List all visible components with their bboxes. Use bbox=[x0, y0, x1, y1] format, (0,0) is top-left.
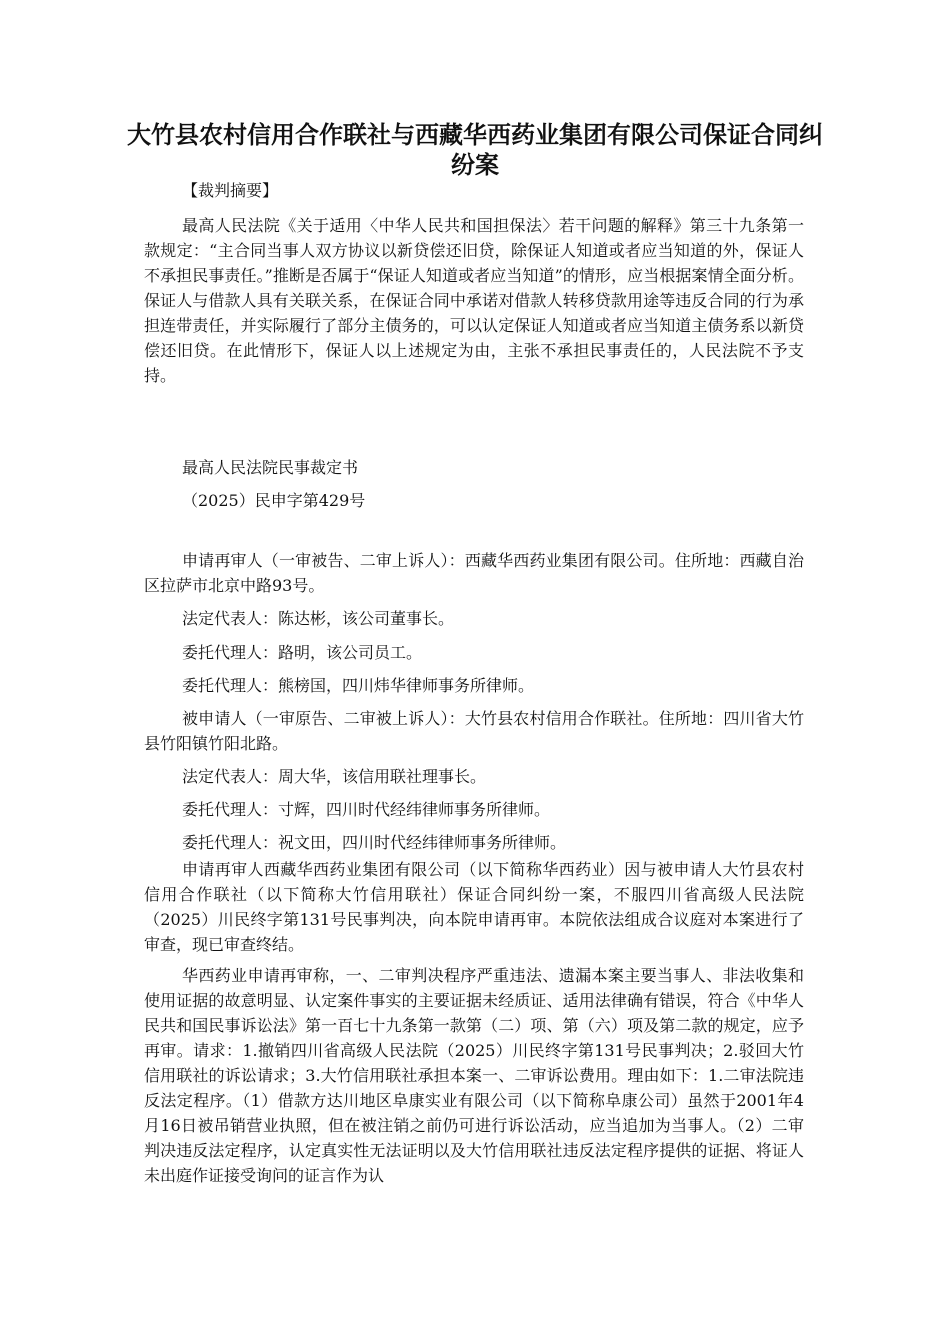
party-legal-rep: 法定代表人：陈达彬，该公司董事长。 bbox=[182, 609, 455, 628]
summary-heading: 【裁判摘要】 bbox=[182, 181, 279, 200]
case-number: （2025）民申字第429号 bbox=[182, 491, 366, 510]
party-respondent: 被申请人（一审原告、二审被上诉人）：大竹县农村信用合作联社。住所地：四川省大竹县竹阳镇竹阳北路。 bbox=[144, 709, 804, 753]
intro-paragraph: 申请再审人西藏华西药业集团有限公司（以下简称华西药业）因与被申请人大竹县农村信用合作联社（以下简称大竹信用联社）保证合同纠纷一案，不服四川省高级人民法院（2025）川民终字第131号民事判决，向本院申请再审。本院依法组成合议庭对本案进行了审查，现已审查终结。 bbox=[144, 860, 804, 954]
document-title: 大竹县农村信用合作联社与西藏华西药业集团有限公司保证合同纠纷案 bbox=[127, 121, 823, 179]
party-agent: 委托代理人：祝文田，四川时代经纬律师事务所律师。 bbox=[182, 833, 567, 852]
court-document-name: 最高人民法院民事裁定书 bbox=[182, 458, 359, 477]
party-applicant: 申请再审人（一审被告、二审上诉人）：西藏华西药业集团有限公司。住所地：西藏自治区拉萨市北京中路93号。 bbox=[144, 551, 804, 595]
party-agent: 委托代理人：熊榜国，四川炜华律师事务所律师。 bbox=[182, 676, 535, 695]
summary-paragraph: 最高人民法院《关于适用〈中华人民共和国担保法〉若干问题的解释》第三十九条第一款规定：“主合同当事人双方协议以新贷偿还旧贷，除保证人知道或者应当知道的外，保证人不承担民事责任。”推断是否属于“保证人知道或者应当知道”的情形，应当根据案情全面分析。保证人与借款人具有关联关系，在保证合同中承诺对借款人转移贷款用途等违反合同的行为承担连带责任，并实际履行了部分主债务的，可以认定保证人知道或者应当知道主债务系以新贷偿还旧贷。在此情形下，保证人以上述规定为由，主张不承担民事责任的，人民法院不予支持。 bbox=[144, 216, 804, 385]
claim-paragraph: 华西药业申请再审称，一、二审判决程序严重违法、遗漏本案主要当事人、非法收集和使用证据的故意明显、认定案件事实的主要证据未经质证、适用法律确有错误，符合《中华人民共和国民事诉讼法》第一百七十九条第一款第（二）项、第（六）项及第二款的规定，应予再审。请求：1.撤销四川省高级人民法院（2025）川民终字第131号民事判决；2.驳回大竹信用联社的诉讼请求；3.大竹信用联社承担本案一、二审诉讼费用。理由如下：1.二审法院违反法定程序。（1）借款方达川地区阜康实业有限公司（以下简称阜康公司）虽然于2001年4月16日被吊销营业执照，但在被注销之前仍可进行诉讼活动，应当追加为当事人。（2）二审判决违反法定程序，认定真实性无法证明以及大竹信用联社违反法定程序提供的证据、将证人未出庭作证接受询问的证言作为认 bbox=[144, 966, 804, 1185]
party-agent: 委托代理人：寸辉，四川时代经纬律师事务所律师。 bbox=[182, 800, 551, 819]
party-agent: 委托代理人：路明，该公司员工。 bbox=[182, 643, 423, 662]
party-legal-rep: 法定代表人：周大华，该信用联社理事长。 bbox=[182, 767, 487, 786]
